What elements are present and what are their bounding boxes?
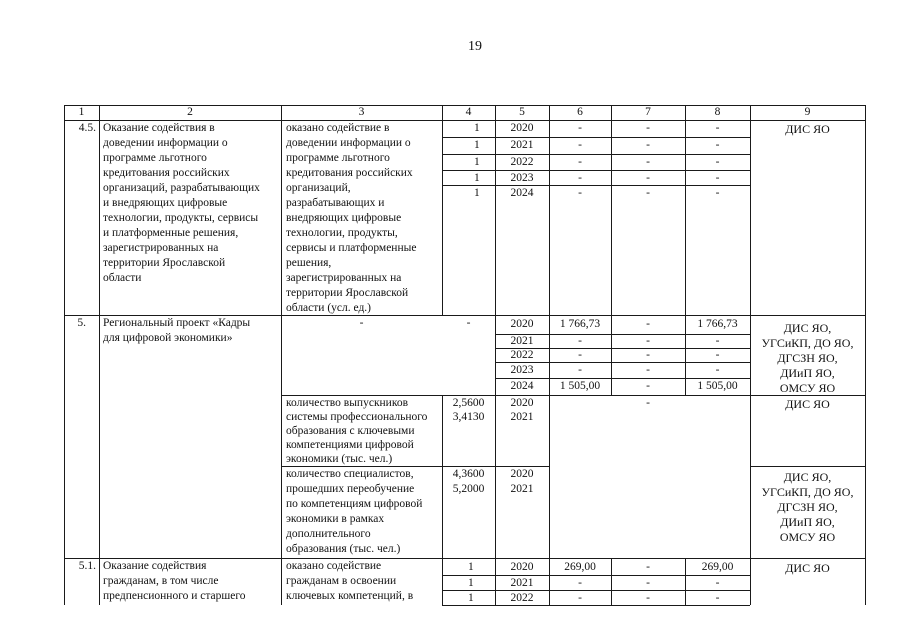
- year-cell: 2023: [510, 364, 534, 376]
- column-header: 2: [187, 106, 193, 118]
- text-line: внедряющих цифровые: [286, 212, 402, 224]
- amount-cell: -: [578, 349, 582, 361]
- rule: [64, 105, 65, 605]
- text-line: кредитования российских: [286, 167, 413, 179]
- column-header: 4: [465, 106, 472, 118]
- amount-cell: 1 766,73: [559, 318, 601, 330]
- text-line: сервисы и платформенные: [286, 242, 417, 254]
- amount-cell: -: [646, 592, 650, 604]
- text-line: ОМСУ ЯО: [779, 381, 836, 395]
- indicator-value: 3,4130: [452, 411, 485, 423]
- column-header: 8: [714, 106, 721, 118]
- text-line: образования с ключевыми: [286, 425, 415, 437]
- amount-cell: -: [715, 156, 720, 168]
- text-line: оказано содействие: [286, 560, 382, 572]
- text-line: доведении информации о: [286, 137, 411, 149]
- text-line: и внедряющих цифровые: [103, 197, 228, 209]
- amount-cell: -: [578, 592, 582, 604]
- year-cell: 2020: [510, 397, 534, 409]
- text-line: оказано содействие в: [286, 122, 390, 134]
- indicator-value: 1: [468, 561, 474, 573]
- text-line: ДИС ЯО,: [783, 321, 832, 335]
- year-cell: 2022: [510, 156, 534, 168]
- amount-cell: 1 766,73: [697, 318, 738, 330]
- column-header: 9: [804, 106, 811, 118]
- amount-cell: -: [578, 187, 582, 199]
- text-line: решения,: [286, 257, 332, 269]
- text-line: области (усл. ед.): [286, 302, 371, 314]
- year-cell: 2020: [510, 561, 534, 573]
- amount-dash: -: [646, 397, 650, 409]
- text-line: гражданам, в том числе: [103, 575, 219, 587]
- amount-cell: -: [578, 577, 582, 589]
- row-number: 5.: [77, 317, 86, 329]
- amount-cell: -: [715, 349, 720, 361]
- text-line: образования (тыс. чел.): [286, 543, 401, 555]
- amount-cell: -: [646, 577, 650, 589]
- text-line: Региональный проект «Кадры: [103, 317, 251, 329]
- executor-cell: ДИС ЯО: [785, 561, 830, 575]
- amount-cell: -: [578, 156, 582, 168]
- text-line: организаций, разрабатывающих: [103, 182, 260, 194]
- amount-cell: -: [646, 122, 650, 134]
- amount-cell: -: [646, 349, 650, 361]
- indicator-value: 1: [468, 592, 474, 604]
- text-line: дополнительного: [286, 528, 371, 540]
- rule: [865, 105, 866, 605]
- amount-cell: -: [715, 335, 720, 347]
- text-line: экономики в рамках: [286, 513, 385, 525]
- indicator-value: 1: [474, 172, 480, 184]
- text-line: ДГСЗН ЯО,: [777, 500, 838, 514]
- amount-cell: -: [578, 139, 582, 151]
- text-line: разрабатывающих и: [286, 197, 385, 209]
- text-line: количество специалистов,: [286, 468, 414, 480]
- text-line: гражданам в освоении: [286, 575, 397, 587]
- text-line: технологии, продукты, сервисы: [103, 212, 259, 224]
- amount-cell: -: [715, 172, 720, 184]
- text-line: Оказание содействия в: [103, 122, 215, 134]
- amount-cell: -: [715, 122, 720, 134]
- text-line: ОМСУ ЯО: [779, 530, 836, 544]
- amount-cell: -: [646, 335, 650, 347]
- text-line: количество выпускников: [286, 397, 409, 409]
- amount-cell: -: [646, 187, 650, 199]
- amount-cell: -: [715, 187, 720, 199]
- amount-cell: -: [578, 364, 582, 376]
- amount-cell: -: [715, 364, 720, 376]
- amount-cell: -: [646, 364, 650, 376]
- indicator-value: 1: [474, 139, 480, 151]
- text-line: организаций,: [286, 182, 351, 194]
- amount-cell: -: [578, 172, 582, 184]
- indicator-value: -: [466, 317, 471, 329]
- year-cell: 2020: [510, 318, 534, 330]
- rule: [442, 395, 443, 605]
- column-header: 7: [645, 106, 651, 118]
- text-line: ДИиП ЯО,: [780, 366, 835, 380]
- indicator-value: 5,2000: [452, 483, 485, 495]
- page-number: 19: [468, 39, 482, 54]
- year-cell: 2024: [510, 187, 534, 199]
- text-line: ДИиП ЯО,: [780, 515, 835, 529]
- text-line: территории Ярославской: [103, 257, 226, 269]
- row-number: 5.1.: [78, 560, 96, 572]
- text-line: ДИС ЯО,: [783, 470, 832, 484]
- amount-cell: -: [646, 156, 650, 168]
- text-line: Оказание содействия: [103, 560, 207, 572]
- text-line: программе льготного: [286, 152, 390, 164]
- text-line: зарегистрированных на: [103, 242, 219, 254]
- executor-cell: ДИС ЯО: [785, 122, 830, 136]
- year-cell: 2021: [510, 139, 534, 151]
- amount-cell: -: [646, 318, 650, 330]
- amount-cell: -: [578, 122, 582, 134]
- text-line: для цифровой экономики»: [103, 332, 233, 344]
- year-cell: 2020: [510, 122, 534, 134]
- indicator-value: 1: [474, 156, 480, 168]
- rule: [442, 105, 443, 315]
- year-cell: 2021: [510, 577, 534, 589]
- column-header: 1: [78, 106, 85, 118]
- amount-cell: -: [646, 561, 650, 573]
- year-cell: 2023: [510, 172, 534, 184]
- text-line: компетенциями цифровой: [286, 439, 414, 451]
- amount-cell: 269,00: [564, 561, 596, 573]
- indicator-dash: -: [359, 317, 364, 329]
- text-line: УГСиКП, ДО ЯО,: [761, 485, 854, 499]
- amount-cell: -: [715, 577, 720, 589]
- amount-cell: -: [646, 139, 650, 151]
- year-cell: 2024: [510, 380, 534, 392]
- text-line: предпенсионного и старшего: [103, 590, 246, 602]
- text-line: системы профессионального: [286, 411, 428, 423]
- year-cell: 2022: [510, 592, 534, 604]
- text-line: кредитования российских: [103, 167, 230, 179]
- text-line: прошедших переобучение: [286, 483, 415, 495]
- amount-cell: 269,00: [701, 561, 734, 573]
- text-line: территории Ярославской: [286, 287, 409, 299]
- rule: [99, 105, 100, 605]
- column-header: 6: [577, 106, 583, 118]
- rule: [750, 466, 865, 467]
- year-cell: 2021: [510, 411, 534, 423]
- text-line: по компетенциям цифровой: [286, 498, 423, 510]
- amount-cell: -: [646, 172, 650, 184]
- text-line: ключевых компетенций, в: [286, 590, 414, 602]
- text-line: доведении информации о: [103, 137, 228, 149]
- amount-cell: -: [646, 380, 650, 392]
- text-line: УГСиКП, ДО ЯО,: [761, 336, 854, 350]
- year-cell: 2020: [510, 468, 534, 480]
- amount-cell: -: [578, 335, 582, 347]
- amount-cell: 1 505,00: [559, 380, 601, 392]
- year-cell: 2022: [510, 349, 534, 361]
- row-number: 4.5.: [78, 122, 96, 134]
- rule: [281, 105, 282, 605]
- text-line: и платформенные решения,: [103, 227, 239, 239]
- executor-cell: ДИС ЯО: [785, 397, 830, 411]
- text-line: зарегистрированных на: [286, 272, 402, 284]
- indicator-value: 1: [474, 122, 480, 134]
- text-line: ДГСЗН ЯО,: [777, 351, 838, 365]
- indicator-value: 1: [468, 577, 474, 589]
- year-cell: 2021: [510, 335, 534, 347]
- column-header: 3: [358, 106, 365, 118]
- amount-cell: 1 505,00: [697, 380, 738, 392]
- amount-cell: -: [715, 139, 720, 151]
- year-cell: 2021: [510, 483, 534, 495]
- indicator-value: 1: [474, 187, 480, 199]
- text-line: области: [103, 272, 142, 284]
- column-header: 5: [519, 106, 525, 118]
- amount-cell: -: [715, 592, 720, 604]
- text-line: технологии, продукты,: [286, 227, 398, 239]
- text-line: экономики (тыс. чел.): [286, 453, 393, 465]
- indicator-value: 4,3600: [452, 468, 485, 480]
- indicator-value: 2,5600: [452, 397, 485, 409]
- text-line: программе льготного: [103, 152, 207, 164]
